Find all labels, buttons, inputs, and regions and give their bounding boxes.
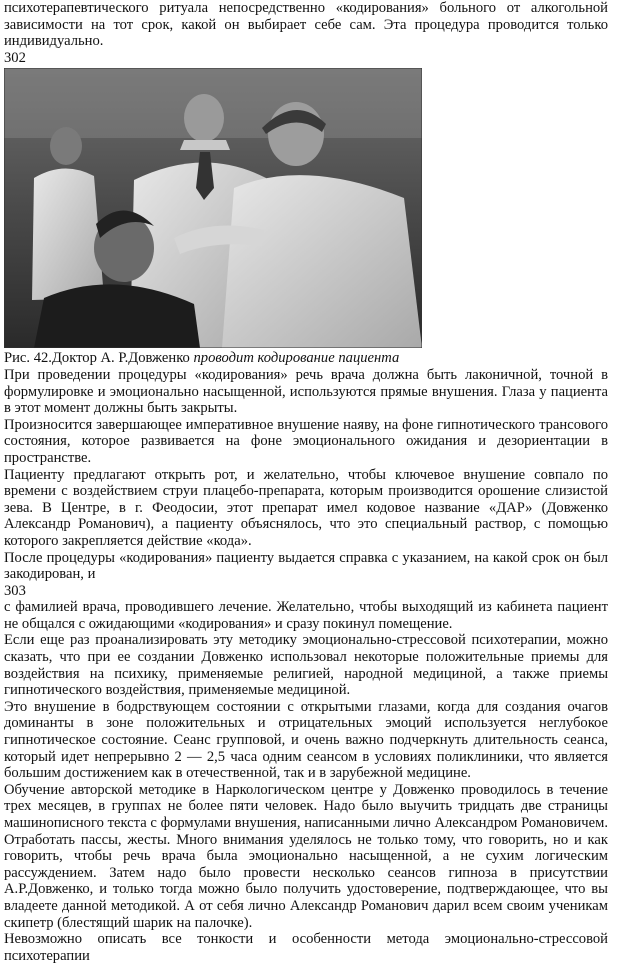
paragraph: Если еще раз проанализировать эту методику эмоционально-стрессовой психотерапии, можно сказать, что при ее создании Довженко использовал некоторые положительные приемы для воздействия на психику, применяемые религией, народной медициной, а также приемы гипнотического воздействия, применяемые медициной. [4, 632, 608, 699]
paragraph: При проведении процедуры «кодирования» речь врача должна быть лаконичной, точной в формулировке и эмоционально насыщенной, используются прямые внушения. Глаза у пациента в этот момент должны быть закрыты. [4, 366, 608, 417]
figure-caption [4, 350, 608, 367]
paragraph: Невозможно описать все тонкости и особенности метода эмоционально-стрессовой психотерапии [4, 931, 608, 964]
paragraph: с фамилией врача, проводившего лечение. Желательно, чтобы выходящий из кабинета пациент не общался с ожидающими «кодирования» и сразу покинул помещение. [4, 599, 608, 632]
intro-paragraph: психотерапевтического ритуала непосредственно «кодирования» больного от алкогольной зависимости на тот срок, какой он выбирает себе сам. Эта процедура проводится только индивидуально. [4, 0, 608, 50]
page-number: 302 [4, 49, 26, 66]
paragraph: Это внушение в бодрствующем состоянии с открытыми глазами, когда для создания очагов доминанты в зоне положительных и отрицательных эмоций используется неглубокое гипнотическое состояние. Сеанс групповой, и очень важно подчеркнуть длительность сеанса, который идет непрерывно 2 — 2,5 часа одним сеансом в условиях поликлиники, что является большим достижением как в отечественной, так и в зарубежной медицине. [4, 698, 608, 782]
paragraph: Произносится завершающее императивное внушение наяву, на фоне гипнотического трансового состояния, которое развивается на фоне эмоционального ожидания и дезориентации в пространстве. [4, 416, 608, 466]
paragraph: Обучение авторской методике в Наркологическом центре у Довженко проводилось в течение трех месяцев, в группах не более пяти человек. Надо было выучить тридцать две страницы машинописного текста с формулами внушения, написанными лично Александром Романовичем. Отработать пассы, жесты. Много внимания уделялось не только тому, что говорить, но и как говорить, чтобы речь врача была эмоционально насыщенной, а не сухим логическим рассуждением. Затем надо было провести несколько сеансов гипноза в присутствии А.Р.Довженко, и только тогда можно было получить удостоверение, подтверждающее, что вы владеете данной методикой. А от себя лично Александр Романович дарил всем своим ученикам скипетр (блестящий шарик на палочке). [4, 781, 608, 931]
caption-prefix: Рис. 42.Доктор А. Р.Довженко [4, 350, 194, 367]
page-number: 303 [4, 582, 26, 599]
paragraph: После процедуры «кодирования» пациенту выдается справка с указанием, на какой срок он был закодирован, и [4, 549, 608, 583]
figure-photo [4, 68, 422, 348]
paragraph: Пациенту предлагают открыть рот, и желательно, чтобы ключевое внушение совпало по времени с воздействием струи плацебо-препарата, которым производится орошение слизистой зева. В Центре, в г. Феодосии, этот препарат имел кодовое название «ДАР» (Довженко Александр Романович), а пациенту объяснялось, что это специальный раствор, с помощью которого закрепляется действие «кода». [4, 466, 608, 549]
caption-italic: проводит кодирование пациента [193, 350, 400, 367]
